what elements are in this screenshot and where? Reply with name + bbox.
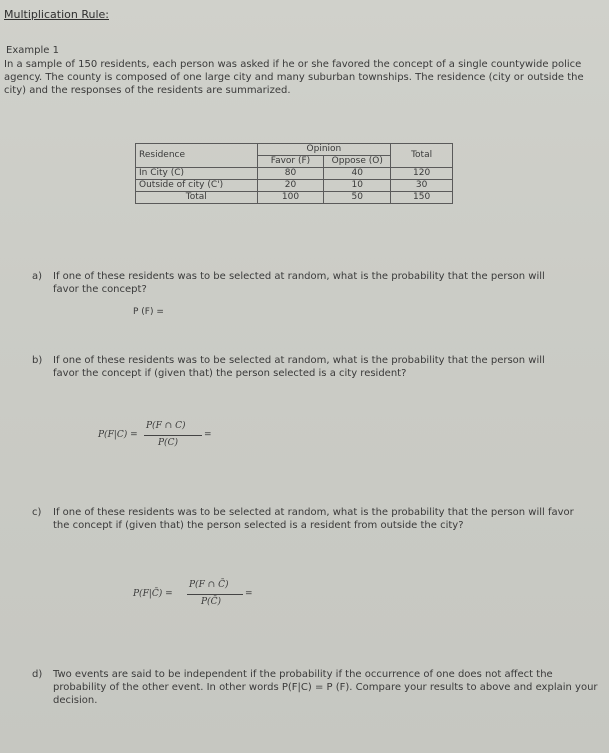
table-header-row [136, 144, 453, 156]
question-a-label: a) [32, 271, 43, 282]
question-d-text: Two events are said to be independent if the probability if the occurrence of one does not affect the probability of the other event. In other words P(F|C) = P (F). Compare your results to above and explain your decision. [53, 669, 598, 706]
row-label: Total [136, 192, 258, 204]
formula-b [98, 421, 218, 461]
formula-b-denominator: P(C) [158, 438, 178, 448]
table-cell: 150 [391, 192, 453, 204]
table-cell: 80 [257, 168, 324, 180]
question-c-label: c) [32, 507, 42, 518]
table-cell: 100 [257, 192, 324, 204]
header-oppose: Oppose (O) [324, 156, 391, 168]
question-a-formula: P (F) = [133, 307, 164, 317]
formula-b-lhs: P(F|C) = [98, 430, 138, 440]
question-a-text: If one of these residents was to be selected at random, what is the probability that the person will favor the concept? [53, 271, 545, 295]
fraction-bar [187, 594, 243, 595]
formula-c-equals: = [245, 589, 253, 599]
header-residence: Residence [136, 144, 258, 168]
table-cell: 20 [257, 180, 324, 192]
question-c-text: If one of these residents was to be selected at random, what is the probability that the person will favor the concept if (given that) the person selected is a resident from outside the city? [53, 507, 574, 531]
question-d-label: d) [32, 669, 43, 680]
table-row [136, 192, 453, 204]
table-cell: 120 [391, 168, 453, 180]
question-b-text: If one of these residents was to be selected at random, what is the probability that the person will favor the concept if (given that) the person selected is a city resident? [53, 355, 545, 379]
table-row [136, 168, 453, 180]
row-label: Outside of city (C') [136, 180, 258, 192]
page-title: Multiplication Rule: [4, 8, 109, 21]
header-total: Total [391, 144, 453, 168]
formula-c-denominator: P(C̄) [201, 597, 221, 607]
fraction-bar [144, 435, 202, 436]
example-heading: Example 1 [6, 45, 59, 56]
formula-c-numerator: P(F ∩ C̄) [189, 580, 229, 590]
table-cell: 10 [324, 180, 391, 192]
formula-b-numerator: P(F ∩ C) [146, 421, 186, 431]
table-row [136, 180, 453, 192]
opinion-table [135, 143, 453, 204]
formula-c-lhs: P(F|C̄) = [133, 589, 173, 599]
intro-paragraph: In a sample of 150 residents, each person was asked if he or she favored the concept of a single countywide police agency. The county is composed of one large city and many suburban townships. The residence (city or outside the city) and the responses of the residents are summarized. [4, 59, 584, 96]
formula-b-equals: = [204, 430, 212, 440]
table-cell: 30 [391, 180, 453, 192]
formula-c [133, 580, 263, 620]
question-b-label: b) [32, 355, 43, 366]
header-favor: Favor (F) [257, 156, 324, 168]
table-cell: 40 [324, 168, 391, 180]
header-opinion: Opinion [257, 144, 391, 156]
table-cell: 50 [324, 192, 391, 204]
row-label: In City (C) [136, 168, 258, 180]
